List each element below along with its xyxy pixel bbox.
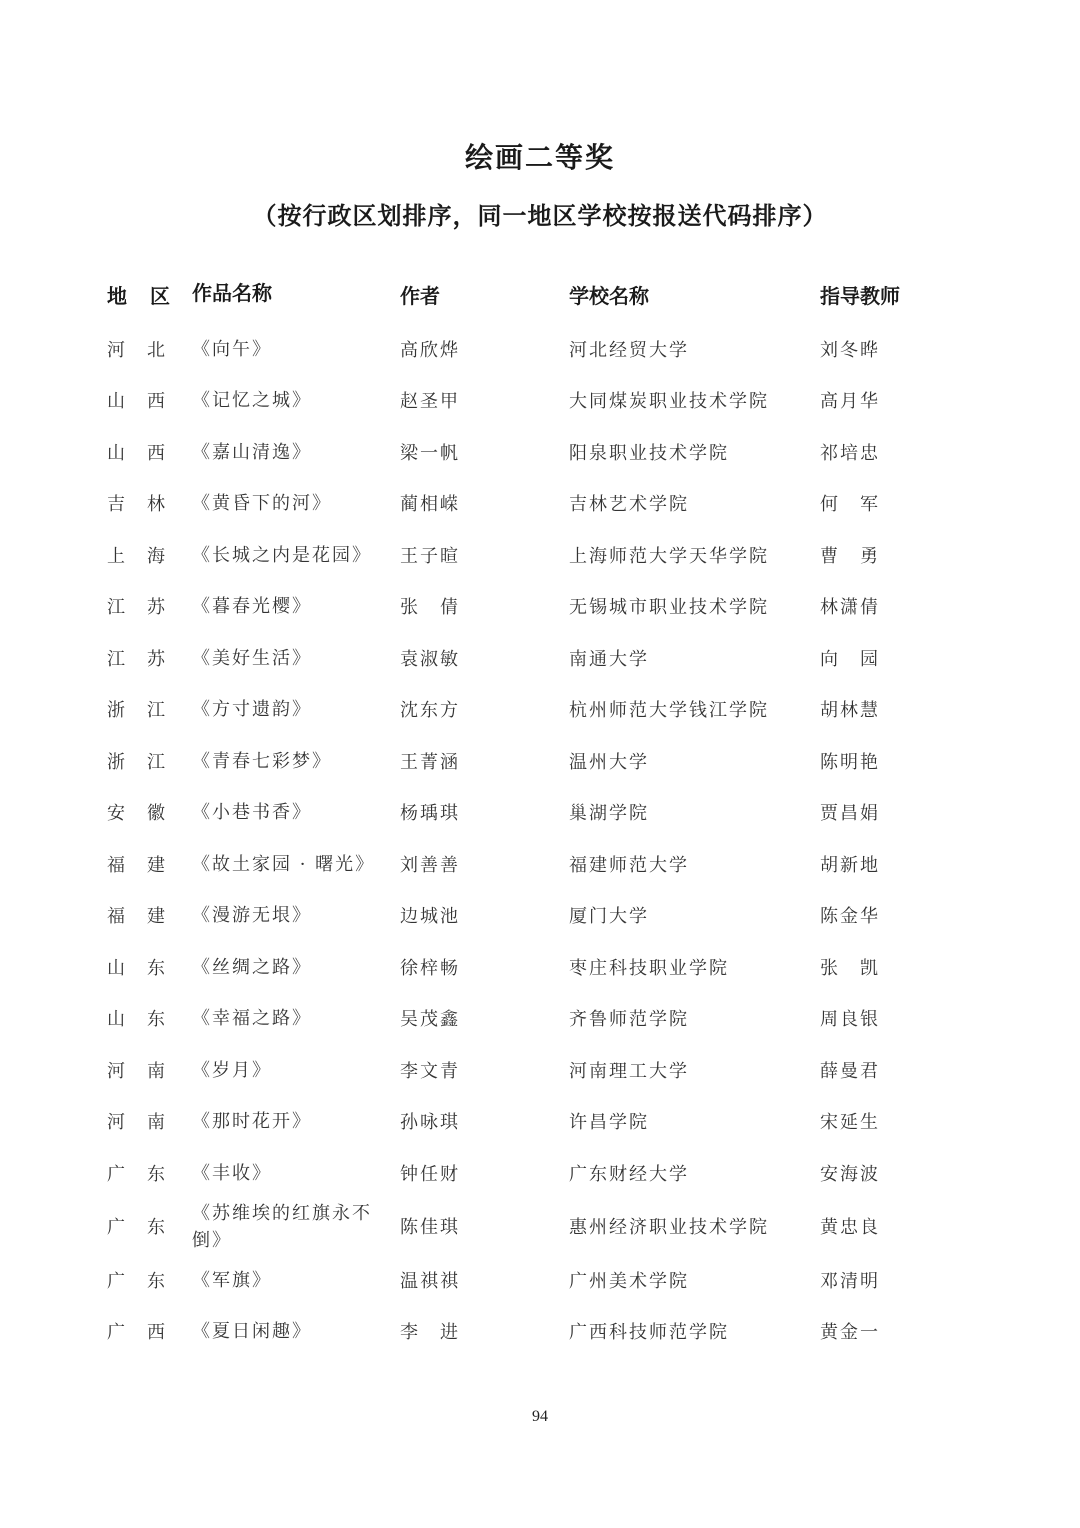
region-b-cell: 东 bbox=[147, 1164, 167, 1185]
teacher-cell: 周良银 bbox=[820, 1009, 880, 1030]
school-cell: 杭州师范大学钱江学院 bbox=[569, 700, 769, 721]
region-a-cell: 广 bbox=[107, 1164, 127, 1185]
teacher-cell: 安海波 bbox=[820, 1164, 880, 1185]
teacher-cell: 黄金一 bbox=[820, 1322, 880, 1343]
teacher-cell: 陈明艳 bbox=[820, 752, 880, 773]
region-a-cell: 广 bbox=[107, 1322, 127, 1343]
author-cell: 王子暄 bbox=[400, 546, 460, 567]
author-cell: 高欣烨 bbox=[400, 340, 460, 361]
teacher-cell: 曹 勇 bbox=[820, 546, 880, 567]
region-b-cell: 江 bbox=[147, 752, 167, 773]
teacher-cell: 刘冬晔 bbox=[820, 340, 880, 361]
region-a-cell: 河 bbox=[107, 1112, 127, 1133]
header-work-title: 作品名称 bbox=[192, 281, 272, 305]
work-title-cell: 《漫游无垠》 bbox=[192, 905, 312, 926]
region-a-cell: 广 bbox=[107, 1217, 127, 1238]
school-cell: 无锡城市职业技术学院 bbox=[569, 597, 769, 618]
school-cell: 大同煤炭职业技术学院 bbox=[569, 391, 769, 412]
author-cell: 袁淑敏 bbox=[400, 649, 460, 670]
work-title-cell: 《苏维埃的红旗永不倒》 bbox=[192, 1203, 372, 1251]
region-b-cell: 西 bbox=[147, 391, 167, 412]
school-cell: 广东财经大学 bbox=[569, 1164, 689, 1185]
table-header bbox=[0, 280, 1080, 312]
header-school: 学校名称 bbox=[569, 284, 649, 308]
region-a-cell: 山 bbox=[107, 391, 127, 412]
region-a-cell: 浙 bbox=[107, 752, 127, 773]
region-b-cell: 徽 bbox=[147, 803, 167, 824]
teacher-cell: 林潇倩 bbox=[820, 597, 880, 618]
work-title-cell: 《长城之内是花园》 bbox=[192, 545, 372, 566]
work-title-cell: 《青春七彩梦》 bbox=[192, 751, 332, 772]
school-cell: 吉林艺术学院 bbox=[569, 494, 689, 515]
work-title-cell: 《丝绸之路》 bbox=[192, 957, 312, 978]
school-cell: 阳泉职业技术学院 bbox=[569, 443, 729, 464]
teacher-cell: 胡林慧 bbox=[820, 700, 880, 721]
region-a-cell: 山 bbox=[107, 1009, 127, 1030]
work-title-cell: 《幸福之路》 bbox=[192, 1008, 312, 1029]
author-cell: 陈佳琪 bbox=[400, 1217, 460, 1238]
teacher-cell: 何 军 bbox=[820, 494, 880, 515]
region-a-cell: 山 bbox=[107, 443, 127, 464]
region-b-cell: 东 bbox=[147, 1271, 167, 1292]
work-title-cell: 《军旗》 bbox=[192, 1270, 272, 1291]
region-a-cell: 福 bbox=[107, 855, 127, 876]
work-title-cell: 《美好生活》 bbox=[192, 648, 312, 669]
school-cell: 温州大学 bbox=[569, 752, 649, 773]
work-title-cell: 《黄昏下的河》 bbox=[192, 493, 332, 514]
author-cell: 温祺祺 bbox=[400, 1271, 460, 1292]
work-title-cell: 《暮春光樱》 bbox=[192, 596, 312, 617]
author-cell: 蔺相嵘 bbox=[400, 494, 460, 515]
region-a-cell: 福 bbox=[107, 906, 127, 927]
region-a-cell: 江 bbox=[107, 649, 127, 670]
region-a-cell: 江 bbox=[107, 597, 127, 618]
work-title-cell: 《丰收》 bbox=[192, 1163, 272, 1184]
header-teacher: 指导教师 bbox=[820, 284, 900, 308]
region-a-cell: 山 bbox=[107, 958, 127, 979]
author-cell: 杨瑀琪 bbox=[400, 803, 460, 824]
teacher-cell: 黄忠良 bbox=[820, 1217, 880, 1238]
author-cell: 刘善善 bbox=[400, 855, 460, 876]
author-cell: 王菁涵 bbox=[400, 752, 460, 773]
region-a-cell: 广 bbox=[107, 1271, 127, 1292]
school-cell: 福建师范大学 bbox=[569, 855, 689, 876]
author-cell: 沈东方 bbox=[400, 700, 460, 721]
author-cell: 边城池 bbox=[400, 906, 460, 927]
author-cell: 徐梓畅 bbox=[400, 958, 460, 979]
teacher-cell: 高月华 bbox=[820, 391, 880, 412]
page-number: 94 bbox=[532, 1408, 548, 1425]
region-b-cell: 苏 bbox=[147, 597, 167, 618]
region-b-cell: 东 bbox=[147, 1217, 167, 1238]
region-b-cell: 林 bbox=[147, 494, 167, 515]
page-title: 绘画二等奖 bbox=[464, 141, 615, 174]
region-b-cell: 海 bbox=[147, 546, 167, 567]
school-cell: 许昌学院 bbox=[569, 1112, 649, 1133]
author-cell: 孙咏琪 bbox=[400, 1112, 460, 1133]
teacher-cell: 张 凯 bbox=[820, 958, 880, 979]
school-cell: 广西科技师范学院 bbox=[569, 1322, 729, 1343]
author-cell: 吴茂鑫 bbox=[400, 1009, 460, 1030]
author-cell: 梁一帆 bbox=[400, 443, 460, 464]
region-a-cell: 安 bbox=[107, 803, 127, 824]
region-b-cell: 建 bbox=[147, 906, 167, 927]
region-b-cell: 江 bbox=[147, 700, 167, 721]
school-cell: 巢湖学院 bbox=[569, 803, 649, 824]
author-cell: 李文青 bbox=[400, 1061, 460, 1082]
author-cell: 李 进 bbox=[400, 1322, 460, 1343]
work-title-cell: 《岁月》 bbox=[192, 1060, 272, 1081]
school-cell: 上海师范大学天华学院 bbox=[569, 546, 769, 567]
region-b-cell: 南 bbox=[147, 1061, 167, 1082]
teacher-cell: 祁培忠 bbox=[820, 443, 880, 464]
region-a-cell: 吉 bbox=[107, 494, 127, 515]
region-b-cell: 西 bbox=[147, 1322, 167, 1343]
work-title-cell: 《记忆之城》 bbox=[192, 390, 312, 411]
region-a-cell: 浙 bbox=[107, 700, 127, 721]
region-b-cell: 西 bbox=[147, 443, 167, 464]
teacher-cell: 陈金华 bbox=[820, 906, 880, 927]
header-region-b: 区 bbox=[150, 284, 170, 308]
work-title-cell: 《小巷书香》 bbox=[192, 802, 312, 823]
work-title-cell: 《方寸遗韵》 bbox=[192, 699, 312, 720]
school-cell: 枣庄科技职业学院 bbox=[569, 958, 729, 979]
school-cell: 广州美术学院 bbox=[569, 1271, 689, 1292]
school-cell: 河南理工大学 bbox=[569, 1061, 689, 1082]
teacher-cell: 胡新地 bbox=[820, 855, 880, 876]
work-title-cell: 《那时花开》 bbox=[192, 1111, 312, 1132]
work-title-cell: 《向午》 bbox=[192, 339, 272, 360]
school-cell: 齐鲁师范学院 bbox=[569, 1009, 689, 1030]
region-a-cell: 上 bbox=[107, 546, 127, 567]
author-cell: 钟任财 bbox=[400, 1164, 460, 1185]
school-cell: 南通大学 bbox=[569, 649, 649, 670]
region-b-cell: 北 bbox=[147, 340, 167, 361]
header-region-a: 地 bbox=[107, 284, 127, 308]
author-cell: 赵圣甲 bbox=[400, 391, 460, 412]
work-title-cell: 《故土家园 · 曙光》 bbox=[192, 854, 376, 875]
region-b-cell: 东 bbox=[147, 1009, 167, 1030]
work-title-cell: 《夏日闲趣》 bbox=[192, 1321, 312, 1342]
teacher-cell: 薛曼君 bbox=[820, 1061, 880, 1082]
teacher-cell: 宋延生 bbox=[820, 1112, 880, 1133]
header-author: 作者 bbox=[400, 284, 440, 308]
school-cell: 厦门大学 bbox=[569, 906, 649, 927]
teacher-cell: 贾昌娟 bbox=[820, 803, 880, 824]
region-a-cell: 河 bbox=[107, 340, 127, 361]
school-cell: 河北经贸大学 bbox=[569, 340, 689, 361]
school-cell: 惠州经济职业技术学院 bbox=[569, 1217, 769, 1238]
region-b-cell: 建 bbox=[147, 855, 167, 876]
region-b-cell: 苏 bbox=[147, 649, 167, 670]
region-a-cell: 河 bbox=[107, 1061, 127, 1082]
work-title-cell: 《嘉山清逸》 bbox=[192, 442, 312, 463]
teacher-cell: 向 园 bbox=[820, 649, 880, 670]
author-cell: 张 倩 bbox=[400, 597, 460, 618]
page-subtitle: （按行政区划排序，同一地区学校按报送代码排序） bbox=[252, 202, 828, 230]
region-b-cell: 东 bbox=[147, 958, 167, 979]
region-b-cell: 南 bbox=[147, 1112, 167, 1133]
teacher-cell: 邓清明 bbox=[820, 1271, 880, 1292]
